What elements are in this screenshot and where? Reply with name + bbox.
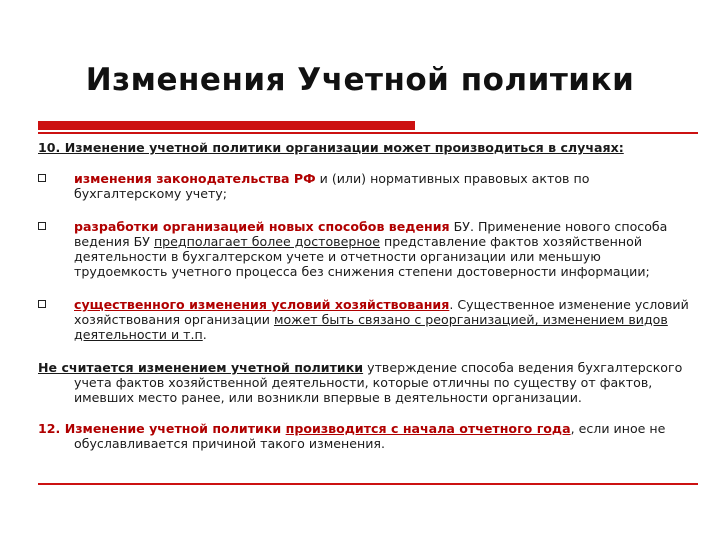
not-considered-paragraph xyxy=(38,360,698,405)
square-bullet-icon xyxy=(38,174,46,182)
paragraph-underlined-lead: производится с начала отчетного года xyxy=(285,421,571,436)
paragraph-lead: Не считается изменением учетной политики xyxy=(38,360,364,375)
bullet-text: и (или) нормативных правовых актов по бухгалтерскому учету; xyxy=(74,171,590,201)
bullet-item-new-methods xyxy=(38,219,698,279)
item-12-paragraph xyxy=(38,421,698,451)
bullet-lead: разработки организацией новых способов ведения xyxy=(74,219,450,234)
bullet-text: БУ. Применение нового способа ведения БУ xyxy=(74,219,668,249)
section-heading: 10. Изменение учетной политики организации может производиться в случаях: xyxy=(38,140,624,155)
bullet-underlined-text: предполагает более достоверное xyxy=(153,234,381,249)
square-bullet-icon xyxy=(38,222,46,230)
square-bullet-icon xyxy=(38,300,46,308)
slide-body xyxy=(38,140,698,451)
bottom-rule xyxy=(38,483,698,485)
bullet-lead: изменения законодательства РФ xyxy=(74,171,316,186)
bullet-text: . xyxy=(202,327,207,342)
bullet-item-conditions-change xyxy=(38,297,698,342)
bullet-item-legislation xyxy=(38,171,698,201)
bullet-lead: существенного изменения условий хозяйствования xyxy=(74,297,450,312)
bullet-text: . Существенное изменение условий хозяйствования организации xyxy=(74,297,689,327)
paragraph-lead: 12. Изменение учетной политики xyxy=(38,421,286,436)
title-underline-rule xyxy=(38,132,698,134)
title-accent-bar xyxy=(38,121,415,130)
paragraph-text: , если иное не обуславливается причиной такого изменения. xyxy=(74,421,666,451)
bullet-text: представление фактов хозяйственной деятельности в бухгалтерском учете и отчетности организации или меньшую трудоемкость учетного процесса без снижения степени достоверности информации; xyxy=(74,234,650,279)
bullet-underlined-text: может быть связано с реорганизацией, изменением видов деятельности и т.п xyxy=(74,312,668,342)
paragraph-text: утверждение способа ведения бухгалтерского учета фактов хозяйственной деятельности, которые отличны по существу от фактов, имевших место ранее, или возникли впервые в деятельности организации. xyxy=(74,360,683,405)
slide-title: Изменения Учетной политики xyxy=(85,62,635,98)
